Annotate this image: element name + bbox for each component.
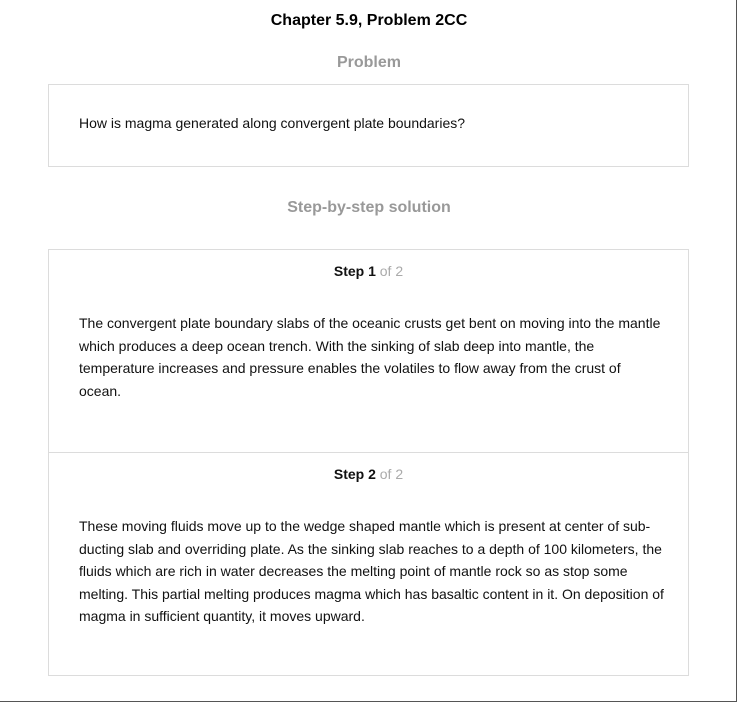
step-2 [49, 453, 688, 675]
step-1-count: of 2 [379, 263, 404, 279]
step-2-count: of 2 [379, 466, 404, 482]
step-2-body: These moving fluids move up to the wedge shaped mantle which is present at center of sub-ducting slab and overriding plate. As the sinking slab reaches to a depth of 100 kilometers, the fluids which are rich in water decreases the melting point of mantle rock so as stop some melting. This partial melting produces magma which has basaltic content in it. On deposition of magma in sufficient quantity, it moves upward. [79, 518, 664, 624]
solution-steps [48, 249, 689, 676]
step-1-title [49, 263, 688, 279]
step-2-label: Step 2 [333, 466, 376, 482]
problem-text: How is magma generated along convergent plate boundaries? [79, 115, 466, 131]
problem-heading: Problem [336, 54, 401, 71]
problem-box [48, 84, 689, 167]
step-1 [49, 250, 688, 453]
step-2-title [49, 466, 688, 482]
step-1-body: The convergent plate boundary slabs of the oceanic crusts get bent on moving into the mantle which produces a deep ocean trench. With the sinking of slab deep into mantle, the temperature increases and pressure enables the volatiles to flow away from the crust of ocean. [79, 315, 661, 399]
page-title: Chapter 5.9, Problem 2CC [270, 12, 468, 29]
solution-heading: Step-by-step solution [287, 199, 451, 216]
step-1-label: Step 1 [333, 263, 376, 279]
